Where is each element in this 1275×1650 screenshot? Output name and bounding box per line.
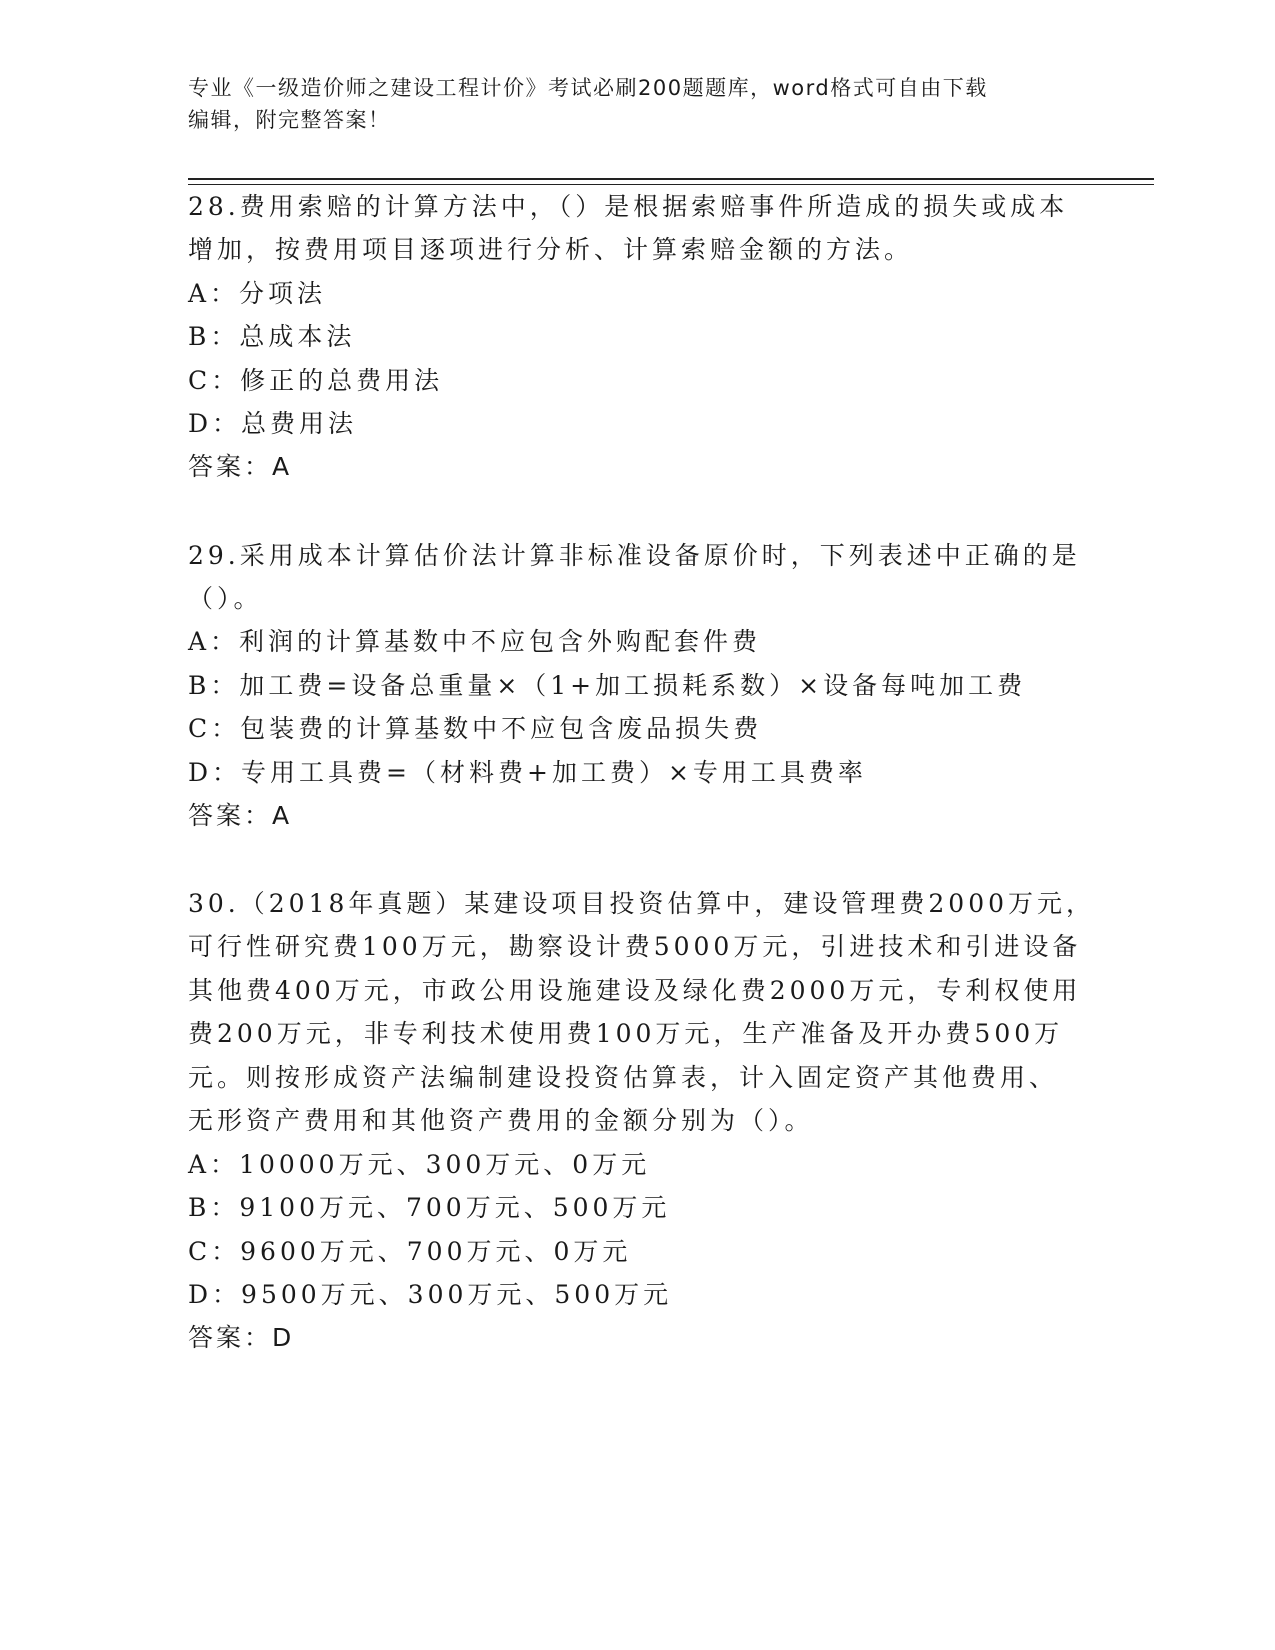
question-28-option-c: C：修正的总费用法 (188, 366, 444, 395)
question-30-stem-line-2: 可行性研究费100万元，勘察设计费5000万元，引进技术和引进设备 (188, 932, 1082, 961)
question-30-stem-line-6: 无形资产费用和其他资产费用的金额分别为（）。 (188, 1106, 814, 1135)
question-28-stem-line-1: 28.费用索赔的计算方法中，（）是根据索赔事件所造成的损失或成本 (188, 192, 1069, 221)
question-28-answer: 答案：A (188, 452, 293, 481)
question-30-stem-line-5: 元。则按形成资产法编制建设投资估算表，计入固定资产其他费用、 (188, 1063, 1059, 1092)
question-29-option-a: A：利润的计算基数中不应包含外购配套件费 (188, 627, 762, 656)
question-30-stem-line-4: 费200万元，非专利技术使用费100万元，生产准备及开办费500万 (188, 1019, 1064, 1048)
question-30-answer: 答案：D (188, 1323, 295, 1352)
question-29-option-b: B：加工费=设备总重量×（1+加工损耗系数）×设备每吨加工费 (188, 671, 1027, 700)
question-28-option-a: A：分项法 (188, 279, 327, 308)
header-line-2: 编辑，附完整答案！ (188, 108, 391, 132)
header-line-1: 专业《一级造价师之建设工程计价》考试必刷200题题库，word格式可自由下载 (188, 76, 988, 100)
question-30-option-c: C：9600万元、700万元、0万元 (188, 1237, 632, 1266)
question-29-stem-line-2: （）。 (188, 584, 263, 613)
question-28-option-d: D：总费用法 (188, 409, 358, 438)
question-30-option-d: D：9500万元、300万元、500万元 (188, 1280, 673, 1309)
question-30-option-b: B：9100万元、700万元、500万元 (188, 1193, 671, 1222)
question-29-answer: 答案：A (188, 801, 293, 830)
question-28-stem-line-2: 增加，按费用项目逐项进行分析、计算索赔金额的方法。 (188, 235, 914, 264)
header-divider-thin (188, 184, 1154, 185)
question-29-option-d: D：专用工具费=（材料费+加工费）×专用工具费率 (188, 758, 867, 787)
question-30-stem-line-3: 其他费400万元，市政公用设施建设及绿化费2000万元，专利权使用 (188, 976, 1082, 1005)
document-header (188, 72, 1068, 136)
question-30-option-a: A：10000万元、300万元、0万元 (188, 1150, 651, 1179)
header-divider-thick (188, 178, 1154, 180)
question-29-stem-line-1: 29.采用成本计算估价法计算非标准设备原价时，下列表述中正确的是 (188, 541, 1081, 570)
question-29-option-c: C：包装费的计算基数中不应包含废品损失费 (188, 714, 763, 743)
question-28-option-b: B：总成本法 (188, 322, 356, 351)
question-30-stem-line-1: 30.（2018年真题）某建设项目投资估算中，建设管理费2000万元， (188, 889, 1096, 918)
